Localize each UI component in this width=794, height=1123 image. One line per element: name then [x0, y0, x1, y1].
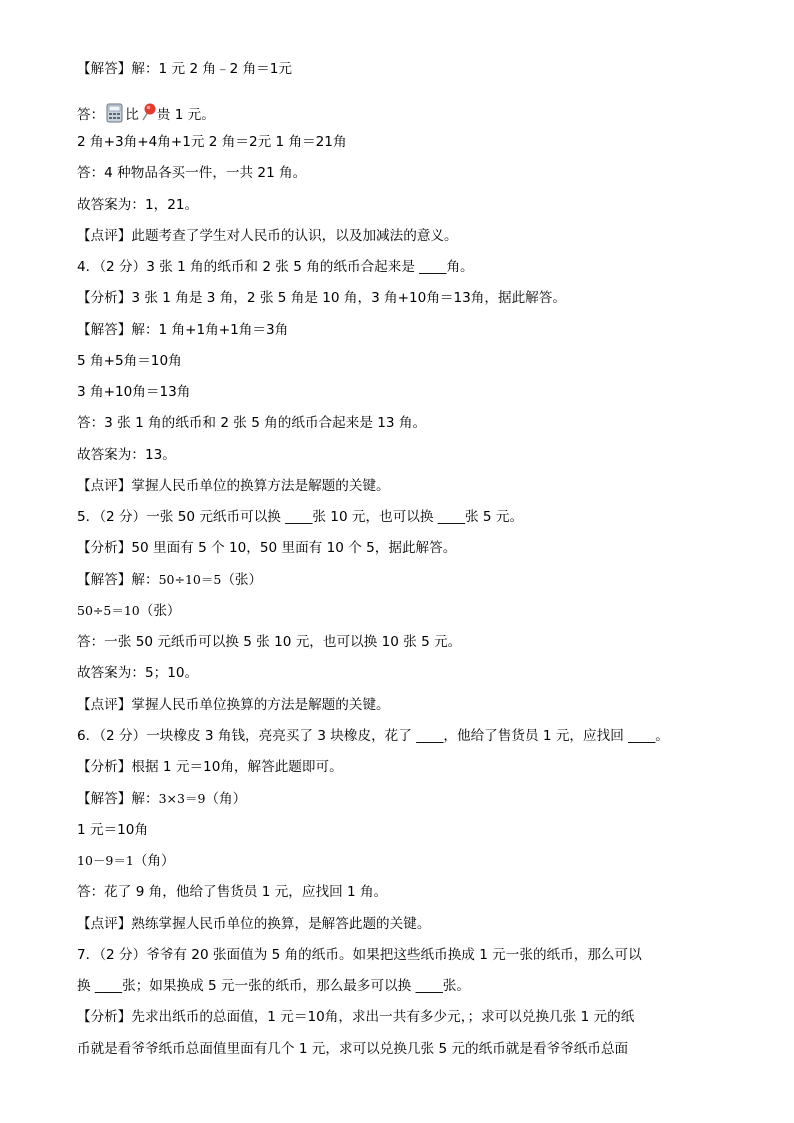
question-5: 5．（2 分）一张 50 元纸币可以换 ____张 10 元，也可以换 ____张 5 元。 — [77, 509, 524, 525]
solution-6-line-4: 答：花了 9 角，他给了售货员 1 元，应找回 1 角。 — [77, 884, 388, 900]
comment-6: 【点评】熟练掌握人民币单位的换算，是解答此题的关键。 — [77, 916, 431, 932]
solution-4-line-3: 3 角+10角＝13角 — [77, 384, 191, 400]
solution-4-line-1: 【解答】解：1 角+1角+1角＝3角 — [77, 322, 289, 338]
analysis-6: 【分析】根据 1 元＝10角，解答此题即可。 — [77, 759, 343, 775]
solution-4-line-2: 5 角+5角＝10角 — [77, 353, 182, 369]
answer-line-4: 答：4 种物品各买一件，一共 21 角。 — [77, 165, 307, 181]
pushpin-icon — [139, 101, 157, 123]
solution-4-line-4: 答：3 张 1 角的纸币和 2 张 5 角的纸币合起来是 13 角。 — [77, 415, 427, 431]
comment-5: 【点评】掌握人民币单位换算的方法是解题的关键。 — [77, 697, 390, 713]
solution-6-line-3: 10－9＝1（角） — [77, 853, 175, 869]
question-7-line-1: 7．（2 分）爷爷有 20 张面值为 5 角的纸币。如果把这些纸币换成 1 元一张的纸币，那么可以 — [77, 947, 642, 963]
question-6: 6．（2 分）一块橡皮 3 角钱，亮亮买了 3 块橡皮，花了 ____，他给了售货员 1 元，应找回 ____。 — [77, 728, 669, 744]
comment-line-3: 【点评】此题考查了学生对人民币的认识，以及加减法的意义。 — [77, 228, 458, 244]
analysis-7-line-1: 【分析】先求出纸币的总面值，1 元＝10角，求出一共有多少元，；求可以兑换几张 1 元的纸 — [77, 1009, 635, 1025]
solution-6-line-1: 【解答】解：3×3＝9（角） — [77, 791, 247, 807]
question-7-line-2: 换 ____张；如果换成 5 元一张的纸币，那么最多可以换 ____张。 — [77, 978, 470, 994]
calculator-icon — [106, 103, 123, 123]
question-4: 4．（2 分）3 张 1 角的纸币和 2 张 5 角的纸币合起来是 ____角。 — [77, 259, 474, 275]
analysis-7-line-2: 币就是看爷爷纸币总面值里面有几个 1 元，求可以兑换几张 5 元的纸币就是看爷爷纸币总面 — [77, 1041, 629, 1057]
comment-4: 【点评】掌握人民币单位的换算方法是解题的关键。 — [77, 478, 390, 494]
solution-6-line-2: 1 元＝10角 — [77, 822, 149, 838]
solution-5-line-2: 50÷5＝10（张） — [77, 603, 181, 619]
analysis-4: 【分析】3 张 1 角是 3 角，2 张 5 角是 10 角，3 角+10角＝13角，据此解答。 — [77, 290, 566, 306]
solution-5-line-3: 答：一张 50 元纸币可以换 5 张 10 元，也可以换 10 张 5 元。 — [77, 634, 462, 650]
solution-5-line-1: 【解答】解：50÷10＝5（张） — [77, 572, 263, 588]
answer-line-1: 【解答】解：1 元 2 角﹣2 角＝1元 — [77, 61, 293, 77]
answer-line-2: 答： 比 贵 1 元。 — [77, 101, 215, 125]
answer-line-3: 2 角+3角+4角+1元 2 角＝2元 1 角＝21角 — [77, 134, 347, 150]
answer-line-5: 故答案为：1，21。 — [77, 197, 199, 213]
analysis-5: 【分析】50 里面有 5 个 10，50 里面有 10 个 5，据此解答。 — [77, 540, 457, 556]
solution-4-line-5: 故答案为：13。 — [77, 447, 176, 463]
solution-5-line-4: 故答案为：5；10。 — [77, 665, 199, 681]
